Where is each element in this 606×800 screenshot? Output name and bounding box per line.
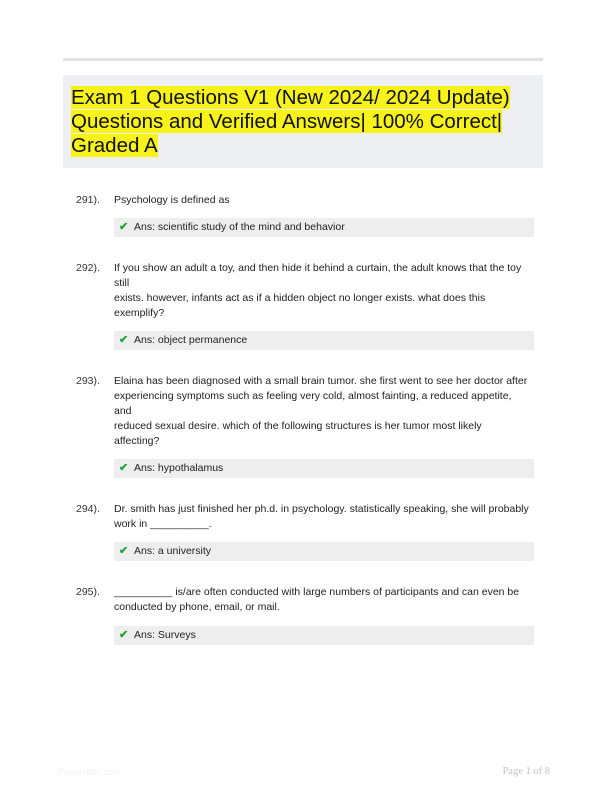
answer-box <box>114 218 534 237</box>
top-divider <box>63 58 543 61</box>
answer-box <box>114 459 534 478</box>
check-icon: ✔ <box>119 545 129 557</box>
page-number: Page 1 of 8 <box>502 766 550 777</box>
answer-text: Ans: Surveys <box>134 629 196 641</box>
question-number: 294). <box>76 503 100 515</box>
title-line: Graded A <box>71 134 158 157</box>
question-line: Elaina has been diagnosed with a small brain tumor. she first went to see her doctor after <box>114 375 528 387</box>
question-line: work in __________. <box>114 518 212 530</box>
question-line: experiencing symptoms such as feeling very cold, almost fainting, a reduced appetite, <box>114 390 512 402</box>
watermark-text: Papersbbc.com <box>58 767 121 777</box>
question-line: reduced sexual desire. which of the following structures is her tumor most likely <box>114 420 482 432</box>
question-line: and <box>114 405 132 417</box>
question-line: still <box>114 277 130 289</box>
question-line: exemplify? <box>114 307 165 319</box>
question-number: 291). <box>76 194 100 206</box>
answer-text: Ans: scientific study of the mind and behavior <box>134 221 345 233</box>
question-number: 293). <box>76 375 100 387</box>
question-text <box>114 261 539 321</box>
check-icon: ✔ <box>119 334 129 346</box>
question-text <box>114 502 539 532</box>
check-icon: ✔ <box>119 221 129 233</box>
answer-box <box>114 626 534 645</box>
question-line: If you show an adult a toy, and then hide it behind a curtain, the adult knows that the toy <box>114 262 522 274</box>
question-line: __________ is/are often conducted with large numbers of participants and can even be <box>114 586 520 598</box>
question-line: Psychology is defined as <box>114 194 230 206</box>
question-line: affecting? <box>114 435 160 447</box>
question-line: Dr. smith has just finished her ph.d. in psychology. statistically speaking, she will probably <box>114 503 529 515</box>
answer-box <box>114 542 534 561</box>
question-text <box>114 374 539 449</box>
question-number: 292). <box>76 262 100 274</box>
title-box <box>63 75 543 168</box>
answer-text: Ans: hypothalamus <box>134 462 224 474</box>
question-line: conducted by phone, email, or mail. <box>114 601 280 613</box>
question-text <box>114 193 539 208</box>
answer-text: Ans: object permanence <box>134 334 248 346</box>
title-line: Exam 1 Questions V1 (New 2024/ 2024 Update) <box>71 86 510 109</box>
page-title <box>71 86 535 158</box>
answer-text: Ans: a university <box>134 545 212 557</box>
title-line: Questions and Verified Answers| 100% Correct| <box>71 110 503 133</box>
answer-box <box>114 331 534 350</box>
check-icon: ✔ <box>119 629 129 641</box>
question-number: 295). <box>76 586 100 598</box>
question-text <box>114 585 539 615</box>
question-line: exists. however, infants act as if a hidden object no longer exists. what does this <box>114 292 486 304</box>
check-icon: ✔ <box>119 462 129 474</box>
